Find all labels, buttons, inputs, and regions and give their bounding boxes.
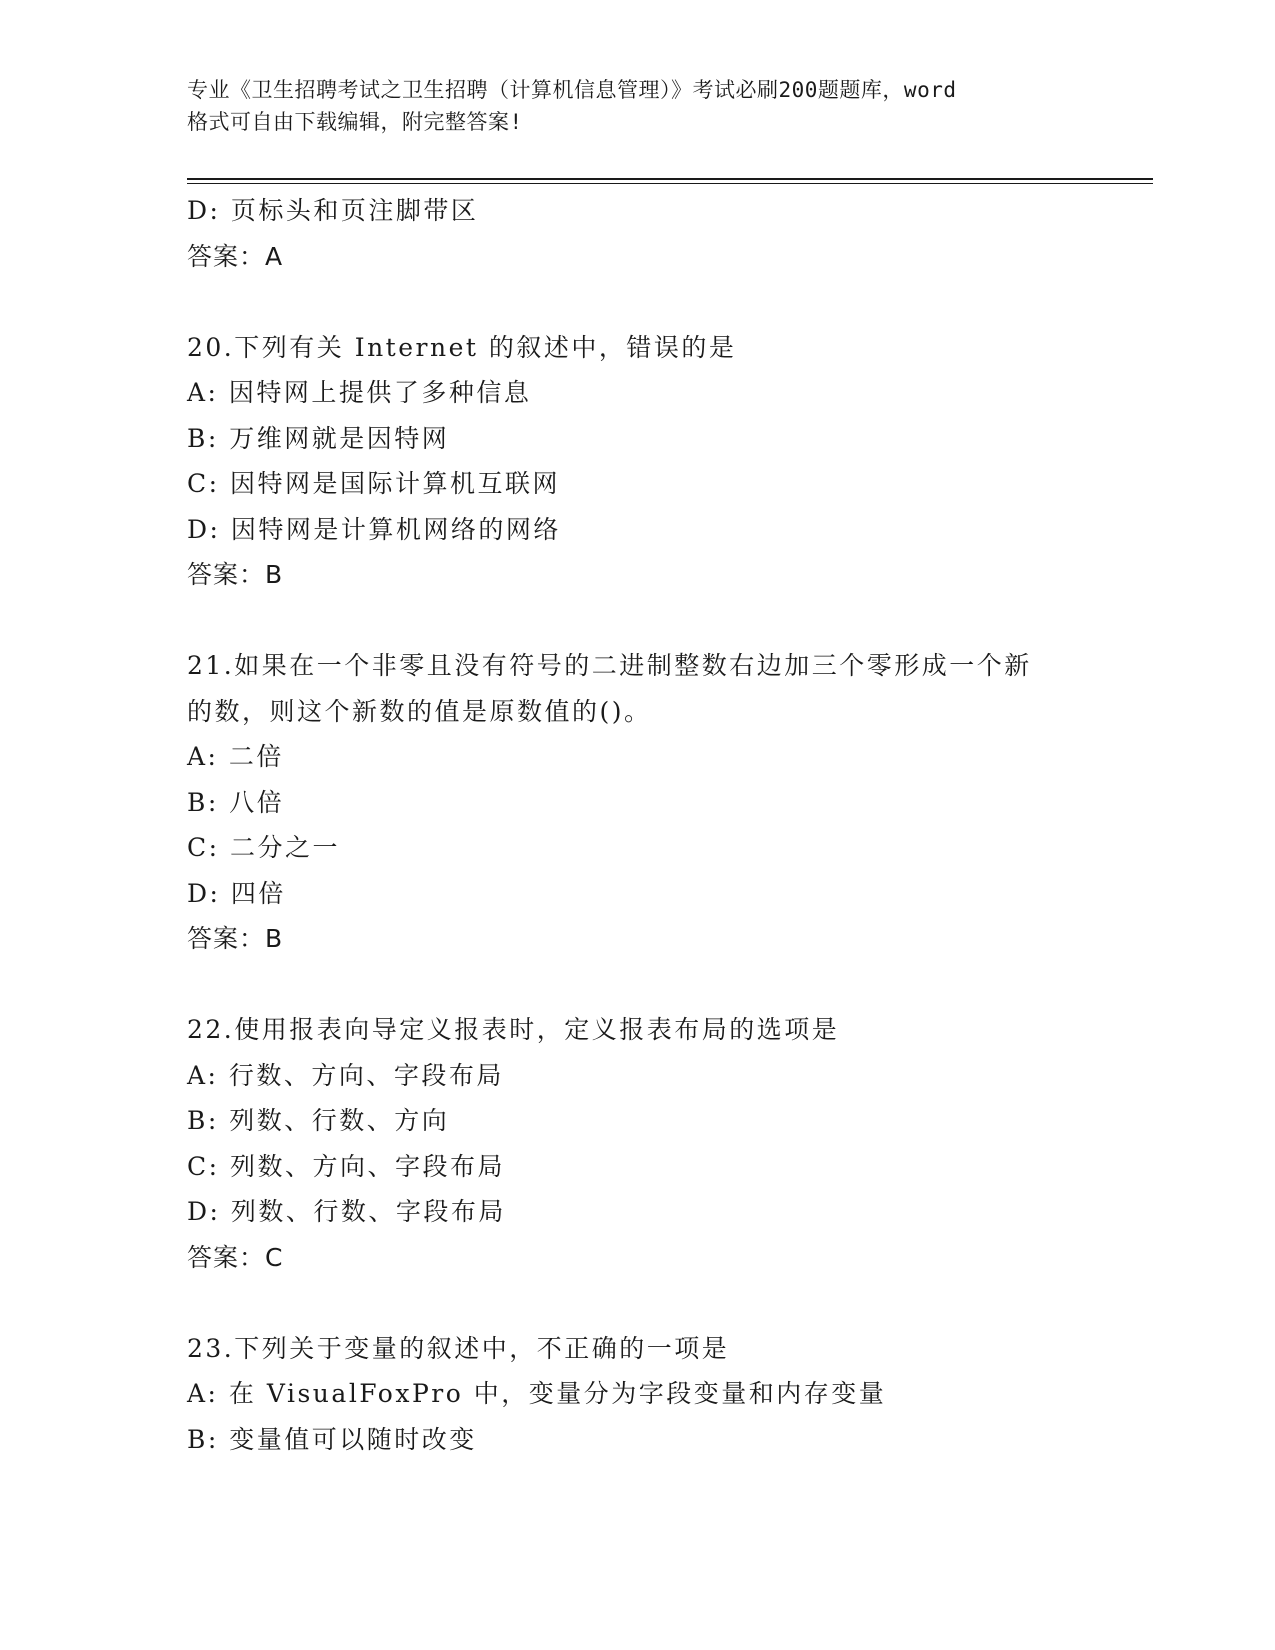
spacer	[187, 1280, 1087, 1326]
answer-line: 答案：B	[187, 924, 284, 953]
option-a: A: 行数、方向、字段布局	[187, 1060, 504, 1090]
question-stem: 20.下列有关 Internet 的叙述中，错误的是	[187, 332, 737, 362]
page-header	[187, 74, 1087, 138]
option-b: B: 万维网就是因特网	[187, 423, 450, 453]
answer-line: 答案：B	[187, 560, 284, 589]
option-d: D: 四倍	[187, 878, 286, 908]
option-c: C: 因特网是国际计算机互联网	[187, 469, 560, 498]
header-divider-thin	[187, 183, 1153, 184]
spacer	[187, 962, 1087, 1008]
spacer	[187, 279, 1087, 325]
question-block	[187, 1007, 1087, 1280]
question-list	[187, 188, 1087, 1462]
option-a: A: 二倍	[187, 742, 284, 771]
header-divider-thick	[187, 178, 1153, 180]
question-block	[187, 643, 1087, 962]
question-block	[187, 1326, 1087, 1463]
option-b: B: 变量值可以随时改变	[187, 1424, 477, 1454]
option-a: A: 在 VisualFoxPro 中，变量分为字段变量和内存变量	[187, 1379, 887, 1408]
spacer	[187, 598, 1087, 644]
answer-line: 答案：A	[187, 241, 284, 271]
header-line-2: 格式可自由下载编辑，附完整答案!	[187, 110, 523, 134]
question-stem: 23.下列关于变量的叙述中，不正确的一项是	[187, 1333, 730, 1363]
answer-line: 答案：C	[187, 1242, 284, 1272]
option-b: B: 八倍	[187, 787, 285, 817]
header-line-1: 专业《卫生招聘考试之卫生招聘（计算机信息管理）》考试必刷200题题库，word	[187, 78, 957, 102]
option-d: D: 列数、行数、字段布局	[187, 1197, 506, 1226]
option-d: D: 页标头和页注脚带区	[187, 196, 479, 225]
question-block	[187, 325, 1087, 598]
option-c: C: 列数、方向、字段布局	[187, 1151, 505, 1181]
option-a: A: 因特网上提供了多种信息	[187, 378, 532, 407]
question-stem-line-1: 21.如果在一个非零且没有符号的二进制整数右边加三个零形成一个新	[187, 651, 1032, 680]
question-stem-line-2: 的数，则这个新数的值是原数值的()。	[187, 696, 652, 726]
option-c: C: 二分之一	[187, 833, 340, 862]
question-stem: 22.使用报表向导定义报表时，定义报表布局的选项是	[187, 1015, 840, 1044]
option-b: B: 列数、行数、方向	[187, 1106, 450, 1135]
option-d: D: 因特网是计算机网络的网络	[187, 514, 561, 544]
